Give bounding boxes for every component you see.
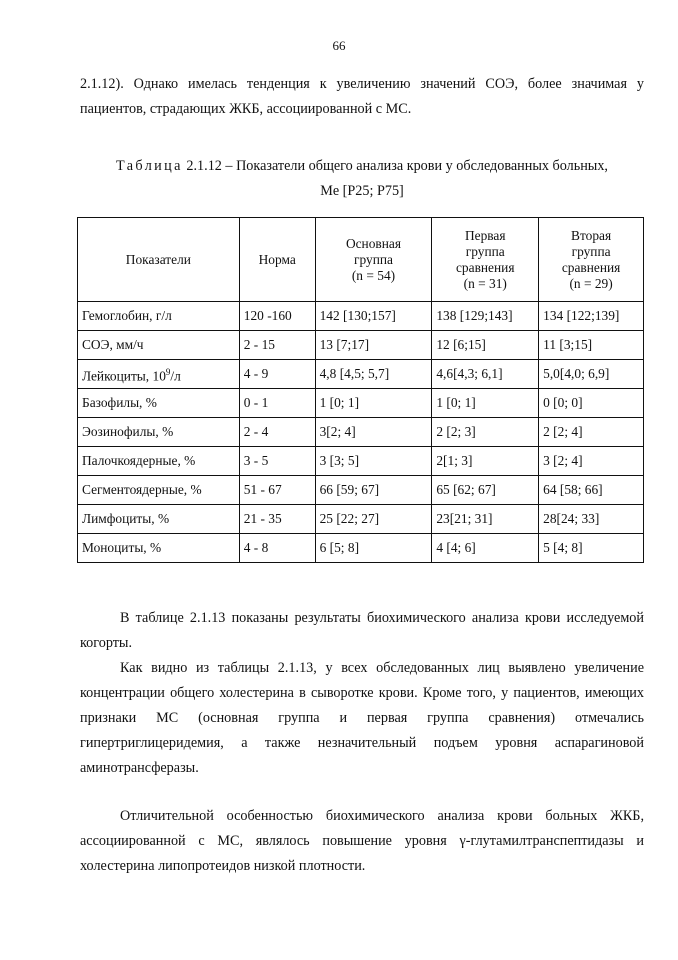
header-first-comparison-line: группа — [465, 243, 505, 259]
cell-first: 2[1; 3] — [432, 447, 539, 476]
paragraph-3: Как видно из таблицы 2.1.13, у всех обследованных лиц выявлено увеличение концентрации общего холестерина в сыворотке крови. Кроме того, у пациентов, имеющих признаки МС (основная группа и первая группа сравнения) отмечались гипертриглицеридемия, а также незначительный подъем уровня аспарагиновой аминотрансферазы. — [80, 660, 644, 776]
table-row — [78, 418, 644, 447]
cell-norm: 2 - 4 — [239, 418, 315, 447]
paragraph-4: Отличительной особенностью биохимического анализа крови больных ЖКБ, ассоциированной с МС, являлось повышение уровня γ-глутамилтранспептидазы и холестерина липопротеидов низкой плотности. — [80, 808, 644, 874]
cell-second: 11 [3;15] — [539, 331, 644, 360]
cell-second: 2 [2; 4] — [539, 418, 644, 447]
cell-first: 138 [129;143] — [432, 302, 539, 331]
cell-indicator-text: Лейкоциты, 10 — [82, 368, 166, 384]
header-first-comparison — [432, 218, 539, 302]
cell-norm: 120 -160 — [239, 302, 315, 331]
cell-indicator: Моноциты, % — [78, 534, 240, 563]
cell-main: 1 [0; 1] — [315, 389, 432, 418]
paragraph-2: В таблице 2.1.13 показаны результаты биохимического анализа крови исследуемой когорты. — [80, 610, 644, 651]
table-caption — [80, 154, 644, 204]
cell-indicator: СОЭ, мм/ч — [78, 331, 240, 360]
header-main-group-line: группа — [353, 251, 393, 267]
cell-norm: 2 - 15 — [239, 331, 315, 360]
cell-norm: 51 - 67 — [239, 476, 315, 505]
cell-second: 64 [58; 66] — [539, 476, 644, 505]
cell-indicator-sup: 9 — [165, 366, 171, 377]
header-second-comparison-line: сравнения — [561, 259, 621, 275]
cell-norm: 4 - 8 — [239, 534, 315, 563]
table-header-row — [78, 218, 644, 302]
cell-norm: 3 - 5 — [239, 447, 315, 476]
table-row — [78, 302, 644, 331]
header-first-comparison-line: Первая — [464, 227, 506, 243]
header-main-group-line: Основная — [345, 235, 402, 251]
cell-main: 142 [130;157] — [315, 302, 432, 331]
table-row — [78, 534, 644, 563]
header-second-comparison-line: Вторая — [571, 227, 612, 243]
blood-test-table — [77, 217, 644, 563]
caption-text: 2.1.12 – Показатели общего анализа крови у обследованных больных, — [182, 158, 608, 174]
header-second-comparison-line: группа — [571, 243, 611, 259]
table-row — [78, 447, 644, 476]
cell-first: 4,6[4,3; 6,1] — [432, 360, 539, 389]
cell-main: 13 [7;17] — [315, 331, 432, 360]
cell-indicator-suffix: /л — [170, 368, 181, 384]
cell-indicator: Лимфоциты, % — [78, 505, 240, 534]
cell-first: 23[21; 31] — [432, 505, 539, 534]
cell-second: 28[24; 33] — [539, 505, 644, 534]
cell-main: 66 [59; 67] — [315, 476, 432, 505]
page-number: 66 — [332, 38, 346, 53]
cell-indicator — [78, 360, 240, 389]
cell-second: 0 [0; 0] — [539, 389, 644, 418]
cell-indicator: Сегментоядерные, % — [78, 476, 240, 505]
cell-main: 25 [22; 27] — [315, 505, 432, 534]
cell-second: 5 [4; 8] — [539, 534, 644, 563]
cell-main: 3 [3; 5] — [315, 447, 432, 476]
caption-word: Таблица — [116, 158, 183, 174]
cell-main: 6 [5; 8] — [315, 534, 432, 563]
header-main-group — [315, 218, 432, 302]
cell-second: 5,0[4,0; 6,9] — [539, 360, 644, 389]
cell-indicator: Гемоглобин, г/л — [78, 302, 240, 331]
cell-indicator: Базофилы, % — [78, 389, 240, 418]
table-row — [78, 331, 644, 360]
table-row — [78, 505, 644, 534]
table-row — [78, 389, 644, 418]
table-row — [78, 476, 644, 505]
cell-indicator: Эозинофилы, % — [78, 418, 240, 447]
cell-first: 2 [2; 3] — [432, 418, 539, 447]
cell-first: 4 [4; 6] — [432, 534, 539, 563]
header-norm: Норма — [239, 218, 315, 302]
caption-line-2: Me [P25; P75] — [320, 183, 404, 199]
intro-paragraph: 2.1.12). Однако имелась тенденция к увеличению значений СОЭ, более значимая у пациентов, страдающих ЖКБ, ассоциированной с МС. — [80, 76, 644, 117]
header-main-group-line: (n = 54) — [351, 267, 396, 283]
cell-first: 1 [0; 1] — [432, 389, 539, 418]
cell-main: 4,8 [4,5; 5,7] — [315, 360, 432, 389]
table-row — [78, 360, 644, 389]
cell-second: 3 [2; 4] — [539, 447, 644, 476]
cell-second: 134 [122;139] — [539, 302, 644, 331]
cell-norm: 4 - 9 — [239, 360, 315, 389]
cell-norm: 21 - 35 — [239, 505, 315, 534]
cell-main: 3[2; 4] — [315, 418, 432, 447]
header-second-comparison — [539, 218, 644, 302]
cell-first: 65 [62; 67] — [432, 476, 539, 505]
header-first-comparison-line: сравнения — [455, 259, 515, 275]
header-second-comparison-line: (n = 29) — [569, 275, 613, 291]
cell-indicator: Палочкоядерные, % — [78, 447, 240, 476]
cell-first: 12 [6;15] — [432, 331, 539, 360]
header-first-comparison-line: (n = 31) — [463, 275, 507, 291]
header-indicator: Показатели — [78, 218, 240, 302]
cell-norm: 0 - 1 — [239, 389, 315, 418]
